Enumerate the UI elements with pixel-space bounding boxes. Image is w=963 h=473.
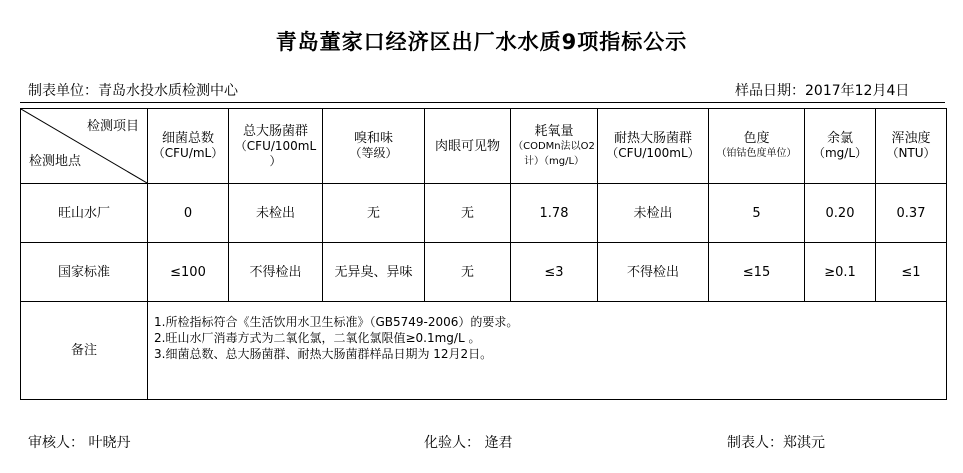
reviewer-signature: 审核人： 叶晓丹 (28, 435, 131, 451)
column-header (598, 109, 709, 184)
table-cell: 0.20 (805, 184, 876, 243)
column-header (323, 109, 425, 184)
preparer-signature: 制表人：郑淇元 (727, 435, 825, 451)
column-name: 嗅和味 (353, 131, 393, 146)
note-line: 2.旺山水厂消毒方式为二氧化氯，二氧化氯限值≥0.1mg/L 。 (154, 331, 481, 345)
column-unit-cont: ） (269, 153, 282, 168)
table-row (21, 243, 947, 302)
row-label: 国家标准 (21, 243, 148, 302)
table-header-row (21, 109, 947, 184)
column-name: 细菌总数 (161, 131, 214, 146)
column-unit: （铂钴色度单位） (716, 148, 797, 159)
table-cell: 5 (709, 184, 805, 243)
column-unit: （CFU/100mL (234, 138, 317, 153)
table-cell: ≤1 (876, 243, 947, 302)
table-cell: 未检出 (598, 184, 709, 243)
corner-top-label: 检测项目 (86, 119, 139, 134)
table-cell: ≤3 (511, 243, 598, 302)
header-divider (20, 102, 945, 103)
table-cell: ≥0.1 (805, 243, 876, 302)
column-unit: （CODMn法以O2 (513, 140, 595, 152)
row-label: 旺山水厂 (21, 184, 148, 243)
column-unit: （mg/L） (812, 146, 868, 160)
column-unit: （等级） (349, 146, 398, 160)
corner-bottom-label: 检测地点 (29, 154, 82, 169)
table-cell: 未检出 (229, 184, 323, 243)
table-cell: ≤15 (709, 243, 805, 302)
column-unit: （NTU） (886, 146, 936, 160)
column-name: 浑浊度 (891, 131, 931, 146)
table-cell: ≤100 (148, 243, 229, 302)
column-unit: （CFU/mL） (152, 146, 224, 160)
page-title: 青岛董家口经济区出厂水水质9项指标公示 (275, 30, 688, 54)
table-cell: 不得检出 (229, 243, 323, 302)
table-cell: 0 (148, 184, 229, 243)
notes-row (21, 302, 947, 400)
table-cell: 无 (425, 184, 511, 243)
note-line: 1.所检指标符合《生活饮用水卫生标准》（GB5749-2006）的要求。 (154, 315, 519, 329)
table-cell: 无异臭、异味 (323, 243, 425, 302)
column-name: 肉眼可见物 (434, 138, 500, 154)
column-name: 耐热大肠菌群 (613, 131, 692, 146)
notes-label: 备注 (21, 302, 148, 400)
water-quality-table (20, 108, 947, 400)
sample-date: 样品日期：2017年12月4日 (735, 83, 910, 99)
table-cell: 无 (425, 243, 511, 302)
column-unit: （CFU/100mL） (606, 146, 700, 160)
corner-header-cell (21, 109, 148, 184)
table-row (21, 184, 947, 243)
column-header (709, 109, 805, 184)
table-cell: 无 (323, 184, 425, 243)
prepared-by-unit: 制表单位：青岛水投水质检测中心 (28, 83, 238, 99)
column-header (148, 109, 229, 184)
column-header (876, 109, 947, 184)
table-cell: 0.37 (876, 184, 947, 243)
column-name: 色度 (743, 131, 770, 146)
column-unit-cont: 计）（mg/L） (523, 155, 585, 167)
column-name: 耗氧量 (534, 123, 574, 139)
column-header (511, 109, 598, 184)
column-header (229, 109, 323, 184)
column-header (805, 109, 876, 184)
table-cell: 1.78 (511, 184, 598, 243)
note-line: 3.细菌总数、总大肠菌群、耐热大肠菌群样品日期为 12月2日。 (154, 347, 493, 361)
table-cell: 不得检出 (598, 243, 709, 302)
column-header (425, 109, 511, 184)
notes-cell (148, 302, 947, 400)
column-name: 总大肠菌群 (242, 123, 308, 139)
tester-signature: 化验人： 逄君 (424, 435, 513, 451)
column-name: 余氯 (826, 131, 853, 146)
